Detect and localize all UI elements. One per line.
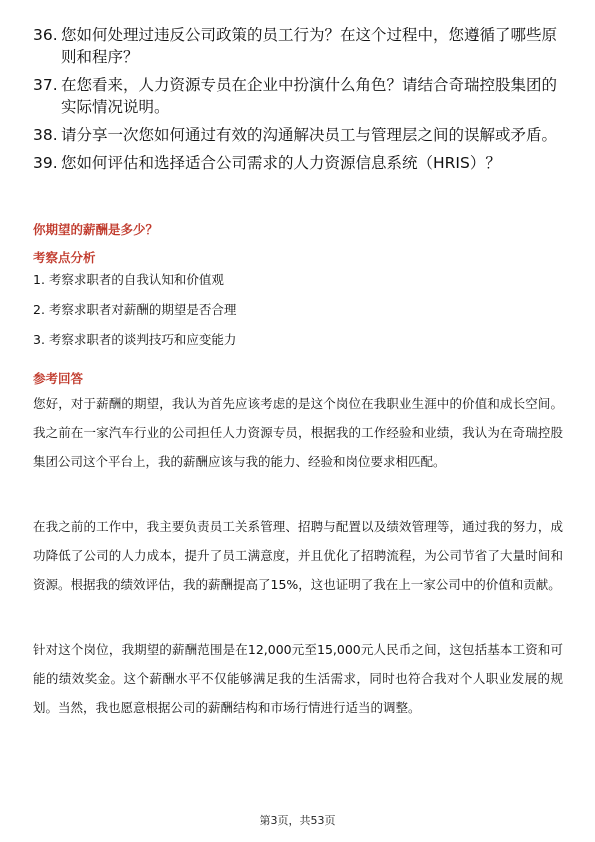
question-number: 39. xyxy=(33,154,58,172)
question-text: 您如何评估和选择适合公司需求的人力资源信息系统（HRIS）？ xyxy=(61,154,501,172)
salary-question-title: 你期望的薪酬是多少？ xyxy=(33,222,159,237)
analysis-item: 2. 考察求职者对薪酬的期望是否合理 xyxy=(33,302,237,317)
question-item-36 xyxy=(33,24,563,68)
question-item-37 xyxy=(33,74,563,118)
answer-paragraph: 在我之前的工作中，我主要负责员工关系管理、招聘与配置以及绩效管理等，通过我的努力，成功降低了公司的人力成本，提升了员工满意度，并且优化了招聘流程，为公司节省了大量时间和资源。根据我的绩效评估，我的薪酬提高了15%，这也证明了我在上一家公司中的价值和贡献。 xyxy=(33,519,563,592)
answer-paragraph: 针对这个岗位，我期望的薪酬范围是在12,000元至15,000元人民币之间，这包括基本工资和可能的绩效奖金。这个薪酬水平不仅能够满足我的生活需求，同时也符合我对个人职业发展的规划。当然，我也愿意根据公司的薪酬结构和市场行情进行适当的调整。 xyxy=(33,642,563,715)
answer-paragraph: 您好，对于薪酬的期望，我认为首先应该考虑的是这个岗位在我职业生涯中的价值和成长空间。我之前在一家汽车行业的公司担任人力资源专员，根据我的工作经验和业绩，我认为在奇瑞控股集团公司这个平台上，我的薪酬应该与我的能力、经验和岗位要求相匹配。 xyxy=(33,396,563,469)
question-text: 请分享一次您如何通过有效的沟通解决员工与管理层之间的误解或矛盾。 xyxy=(61,126,558,144)
analysis-item: 3. 考察求职者的谈判技巧和应变能力 xyxy=(33,332,237,347)
question-item-38 xyxy=(33,124,563,146)
question-text: 您如何处理过违反公司政策的员工行为？在这个过程中，您遵循了哪些原则和程序？ xyxy=(61,26,558,66)
answer-body xyxy=(33,389,563,758)
analysis-item: 1. 考察求职者的自我认知和价值观 xyxy=(33,272,224,287)
question-number: 38. xyxy=(33,126,58,144)
question-item-39 xyxy=(33,152,563,174)
question-number: 37. xyxy=(33,76,58,94)
question-number: 36. xyxy=(33,26,58,44)
answer-title: 参考回答 xyxy=(33,371,84,386)
question-text: 在您看来，人力资源专员在企业中扮演什么角色？请结合奇瑞控股集团的实际情况说明。 xyxy=(61,76,558,116)
question-list xyxy=(33,24,563,180)
analysis-list xyxy=(33,272,563,362)
analysis-title: 考察点分析 xyxy=(33,250,96,265)
page-footer: 第3页，共53页 xyxy=(259,814,336,827)
